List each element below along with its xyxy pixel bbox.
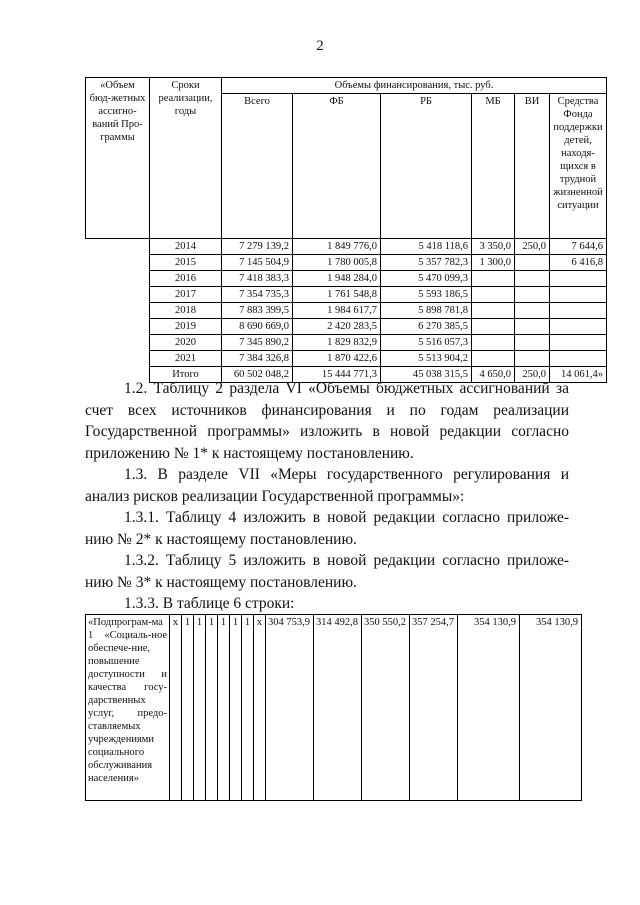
table-cell: 1 [182,615,194,801]
rb-cell: 5 470 099,3 [381,271,472,287]
fb-cell: 2 420 283,5 [293,319,381,335]
table-cell: 1 [194,615,206,801]
fb-cell: 1 870 422,6 [293,351,381,367]
total-cell: 7 883 399,5 [222,303,293,319]
header-years: Сроки реализации, годы [150,78,222,239]
table-cell: 1 [218,615,230,801]
vi-cell: 250,0 [515,367,550,383]
value-cell: 357 254,7 [410,615,458,801]
rb-cell: 5 418 118,6 [381,239,472,255]
fb-cell: 1 780 005,8 [293,255,381,271]
fund-cell [550,303,607,319]
rb-cell: 5 593 186,5 [381,287,472,303]
year-cell: 2020 [150,335,222,351]
paragraph: 1.3. В разделе VII «Меры государственного регулирования и анализ рисков реализации Государственной программы»: [85,466,569,505]
vi-cell [515,271,550,287]
vi-cell [515,351,550,367]
header-total: Всего [222,94,293,239]
table-cell: 1 [230,615,242,801]
table-cell: 1 [206,615,218,801]
fb-cell: 15 444 771,3 [293,367,381,383]
body-text [85,378,569,615]
table-cell: 1 [242,615,254,801]
total-cell: 7 279 139,2 [222,239,293,255]
year-cell: 2015 [150,255,222,271]
vi-cell [515,287,550,303]
vi-cell [515,303,550,319]
table-row [86,351,607,367]
table-6-rows [85,614,582,801]
fund-cell: 7 644,6 [550,239,607,255]
year-cell: 2016 [150,271,222,287]
table-row [86,239,607,255]
fund-cell [550,351,607,367]
page-number: 2 [316,38,324,54]
header-financing: Объемы финансирования, тыс. руб. [222,78,607,94]
fund-cell: 14 061,4» [550,367,607,383]
table-row [86,319,607,335]
header-fund: Средства Фонда поддержки детей, находя-щихся в трудной жизненной ситуации [550,94,607,239]
total-cell: 8 690 669,0 [222,319,293,335]
fund-cell: 6 416,8 [550,255,607,271]
subprogram-name: «Подпрограм-ма 1 «Социаль-ное обеспече-ние, повышение доступности и качества госу-дарственных услуг, предо-ставляемых учреждениями социального обслуживания населения» [86,615,170,801]
total-cell: 60 502 048,2 [222,367,293,383]
year-cell: 2018 [150,303,222,319]
year-cell: 2021 [150,351,222,367]
table-row [86,255,607,271]
header-budget-volume: «Объем бюд-жетных ассигно-ваний Про-граммы [86,78,150,239]
table-row [86,271,607,287]
total-cell: 7 145 504,9 [222,255,293,271]
value-cell: 350 550,2 [362,615,410,801]
header-vi: ВИ [515,94,550,239]
table-row [86,335,607,351]
paragraph: 1.3.3. В таблице 6 строки: [124,595,295,612]
year-cell: 2017 [150,287,222,303]
total-cell: 7 345 890,2 [222,335,293,351]
header-mb: МБ [472,94,515,239]
mb-cell [472,351,515,367]
fb-cell: 1 829 832,9 [293,335,381,351]
value-cell: 354 130,9 [458,615,520,801]
vi-cell [515,319,550,335]
fund-cell [550,335,607,351]
table-row [86,303,607,319]
value-cell: 314 492,8 [314,615,362,801]
rb-cell: 6 270 385,5 [381,319,472,335]
year-cell: Итого [150,367,222,383]
header-rb: РБ [381,94,472,239]
fund-cell [550,287,607,303]
paragraph: 1.3.1. Таблицу 4 изложить в новой редакции согласно приложе-нию № 2* к настоящему постановлению. [85,509,569,548]
mb-cell: 4 650,0 [472,367,515,383]
mb-cell [472,319,515,335]
value-cell: 354 130,9 [520,615,582,801]
mb-cell [472,271,515,287]
table-row [86,615,582,801]
mb-cell [472,303,515,319]
fb-cell: 1 984 617,7 [293,303,381,319]
paragraph: 1.3.2. Таблицу 5 изложить в новой редакции согласно приложе-нию № 3* к настоящему постановлению. [85,552,569,591]
fb-cell: 1 761 548,8 [293,287,381,303]
table-row [86,287,607,303]
vi-cell [515,335,550,351]
fb-cell: 1 849 776,0 [293,239,381,255]
mb-cell [472,335,515,351]
total-cell: 7 384 326,8 [222,351,293,367]
rb-cell: 5 516 057,3 [381,335,472,351]
table-cell: х [254,615,266,801]
paragraph: 1.2. Таблицу 2 раздела VI «Объемы бюджетных ассигнований за счет всех источников финансирования и по годам реализации Государственной программы» изложить в новой редакции согласно приложению № 1* к настоящему постановлению. [85,380,569,462]
fb-cell: 1 948 284,0 [293,271,381,287]
mb-cell: 3 350,0 [472,239,515,255]
rb-cell: 45 038 315,5 [381,367,472,383]
mb-cell: 1 300,0 [472,255,515,271]
rb-cell: 5 513 904,2 [381,351,472,367]
fund-cell [550,319,607,335]
total-cell: 7 354 735,3 [222,287,293,303]
rb-cell: 5 357 782,3 [381,255,472,271]
year-cell: 2014 [150,239,222,255]
header-fb: ФБ [293,94,381,239]
mb-cell [472,287,515,303]
table-cell: х [170,615,182,801]
vi-cell [515,255,550,271]
financing-table [85,77,607,383]
fund-cell [550,271,607,287]
year-cell: 2019 [150,319,222,335]
vi-cell: 250,0 [515,239,550,255]
rb-cell: 5 898 781,8 [381,303,472,319]
value-cell: 304 753,9 [266,615,314,801]
total-cell: 7 418 383,3 [222,271,293,287]
